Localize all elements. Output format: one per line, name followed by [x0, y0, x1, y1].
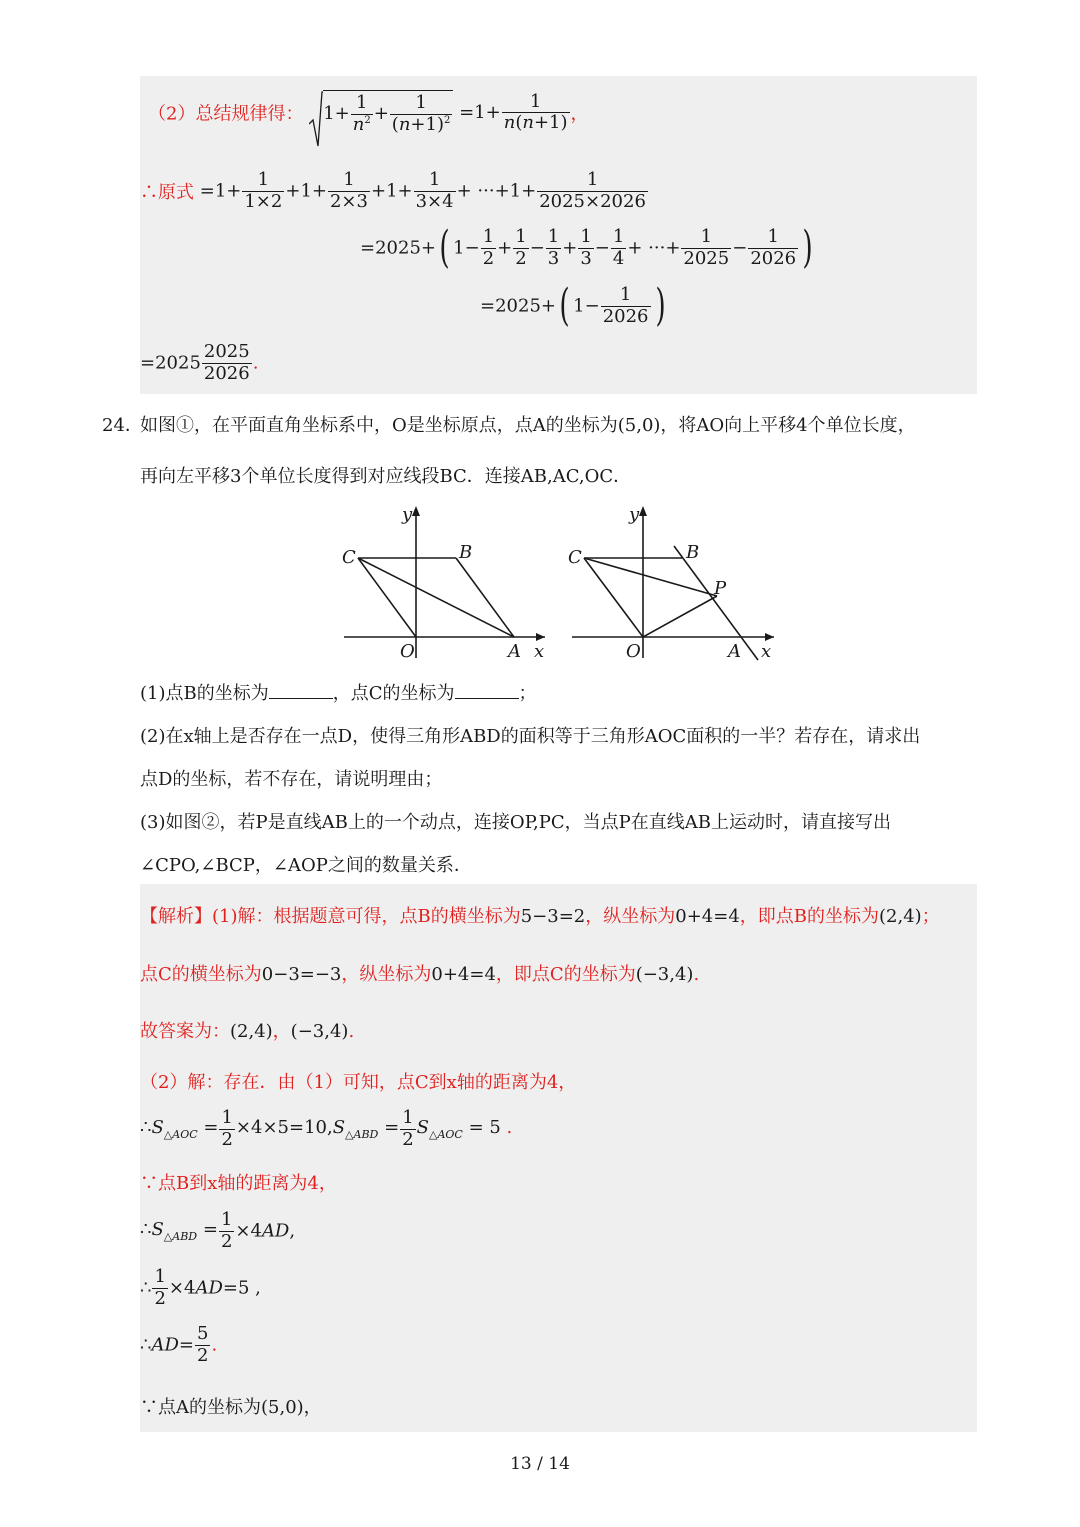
q1-end: ；	[518, 683, 537, 704]
question-stem-line2: 再向左平移3个单位长度得到对应线段BC．连接AB,AC,OC．	[140, 466, 632, 487]
subquestion-2-line2: 点D的坐标，若不存在，请说明理由；	[140, 769, 443, 790]
s2-b: 0−3=−3	[261, 964, 342, 985]
answer-line: 故答案为：(2,4)，(−3,4).	[140, 1021, 355, 1042]
solution-tag: 【解析】	[140, 906, 212, 927]
fig1-label-o: O	[400, 641, 415, 662]
question-stem-line1: 如图①，在平面直角坐标系中，O是坐标原点，点A的坐标为(5,0)，将AO向上平移4个单位长度，	[140, 415, 916, 436]
ad-line: ∴AD= $\frac{5}{2}$ .	[140, 1323, 218, 1366]
q1-mid-text: ，点C的坐标为	[332, 683, 455, 704]
sqrt-expression: 1+ $\frac{1}{n^2}$ + $\frac{1}{(n+1)^2}$	[309, 90, 453, 135]
question-number: 24．	[102, 415, 143, 436]
s1-a: (1)解：根据题意可得，点B的横坐标为	[212, 906, 521, 927]
fig2-label-c: C	[568, 547, 582, 568]
result-numerator: 2025	[203, 341, 250, 362]
simplified-line: =2025+( 1− $\frac{1}{2026}$ )	[480, 280, 666, 331]
fig1-label-b: B	[459, 542, 473, 563]
fig2-label-o: O	[626, 641, 641, 662]
s2-a: 点C的横坐标为	[140, 964, 262, 985]
term-3: 3×4	[415, 190, 454, 212]
subquestion-3-line1: (3)如图②，若P是直线AB上的一个动点，连接OP,PC，当点P在直线AB上运动时，请直接写出	[140, 812, 891, 833]
answer-1: (2,4)	[230, 1021, 273, 1042]
s2-c: ，纵坐标为	[341, 964, 432, 985]
so-label: ∴原式	[140, 182, 194, 204]
b-distance-line	[140, 1169, 337, 1195]
solution-line-1: 【解析】(1)解：根据题意可得，点B的横坐标为5−3=2，纵坐标为0+4=4，即点B的坐标为(2,4)；	[140, 906, 940, 927]
fig1-label-x: x	[534, 641, 545, 662]
term-1: 1×2	[244, 190, 283, 212]
figures	[340, 500, 776, 665]
part2-solution-line: （2）解：存在．由（1）可知，点C到x轴的距离为4，	[140, 1072, 577, 1093]
solution-line-2: 点C的横坐标为0−3=−3，纵坐标为0+4=4，即点C的坐标为(−3,4).	[140, 964, 700, 985]
b-distance-text: ∵点B到x轴的距离为4，	[140, 1173, 337, 1194]
s1-b: 5−3=2	[520, 906, 586, 927]
result-whole: 2025	[155, 352, 201, 374]
term-2: 2×3	[329, 190, 368, 212]
radical-sign	[309, 90, 323, 148]
subquestion-1	[140, 679, 537, 705]
fig1-label-a: A	[508, 641, 521, 662]
fig1-label-y: y	[402, 504, 413, 525]
sabd-line: $\therefore S_{\triangle ABD}$ = $\frac{1}{2}$ ×4AD,	[140, 1209, 296, 1252]
result-denominator: 2026	[203, 362, 250, 384]
part2-label: （2）总结规律得：	[148, 103, 304, 125]
line3-result: =2025+	[360, 237, 436, 259]
s2-d: 0+4=4	[431, 964, 496, 985]
term-4: 2025×2026	[539, 190, 646, 212]
area-line: $\therefore S_{\triangle AOC}$ = $\frac{1}{2}$ $\times 4\times 5=10,S_{\triangle ABD}$ = $\frac{1}{2}$ $S_{\triangle AOC} = 5$ .	[140, 1107, 513, 1150]
answer-blank-c[interactable]	[455, 682, 519, 699]
answer-2: (−3,4)	[290, 1021, 349, 1042]
q1-text: (1)点B的坐标为	[140, 683, 269, 704]
subquestion-2-line1: (2)在x轴上是否存在一点D，使得三角形ABD的面积等于三角形AOC面积的一半？若存在，请求出	[140, 726, 921, 747]
answer-label: 故答案为：	[140, 1021, 230, 1042]
s1-e: ，即点B的坐标为	[739, 906, 880, 927]
final-result-line: =2025 $\frac{2025}{2026}$ .	[140, 341, 259, 384]
original-expression-line: ∴原式 =1+ $\frac{1}{1\times 2}$ +1+ $\frac{1}{2\times 3}$ +1+ $\frac{1}{3\times 4}$ + ···+1+ $\frac{1}{2025\times 2026}$	[140, 169, 646, 212]
s1-d: 0+4=4	[675, 906, 740, 927]
s1-f: (2,4)	[879, 906, 922, 927]
equation-line: ∴ $\frac{1}{2}$ ×4AD=5 ,	[140, 1266, 261, 1309]
page-number: 13 / 14	[510, 1454, 570, 1474]
rule-fraction: $\frac{1}{n(n+1)}$	[503, 90, 568, 134]
s2-e: ，即点C的坐标为	[495, 964, 636, 985]
answer-blank-b[interactable]	[269, 682, 333, 699]
rule-line: （2）总结规律得： 1+ $\frac{1}{n^2}$ + $\frac{1}{(n+1)^2}$ =1+ $\frac{1}{n(n+1)}$ ，	[148, 90, 589, 150]
a-coordinate-text: ∵点A的坐标为(5,0)，	[140, 1397, 322, 1418]
fig2-label-a: A	[728, 641, 741, 662]
telescoping-line: =2025+( 1− $\frac{1}{2}$ + $\frac{1}{2}$ − $\frac{1}{3}$ + $\frac{1}{3}$ − $\frac{1}{4}$ + ···+ $\frac{1}{2025}$ − $\frac{1}{2026}$ )	[360, 222, 813, 273]
fig2-label-y: y	[629, 504, 640, 525]
subquestion-3-line2: ∠CPO,∠BCP，∠AOP之间的数量关系．	[140, 855, 472, 876]
fig2-label-x: x	[761, 641, 772, 662]
rule-rhs: =1+	[459, 102, 501, 124]
s2-f: (−3,4)	[635, 964, 694, 985]
fig1-label-c: C	[342, 547, 356, 568]
s1-c: ，纵坐标为	[585, 906, 676, 927]
fig2-label-p: P	[714, 578, 727, 599]
fig2-label-b: B	[686, 542, 700, 563]
a-coordinate-line	[140, 1393, 322, 1419]
